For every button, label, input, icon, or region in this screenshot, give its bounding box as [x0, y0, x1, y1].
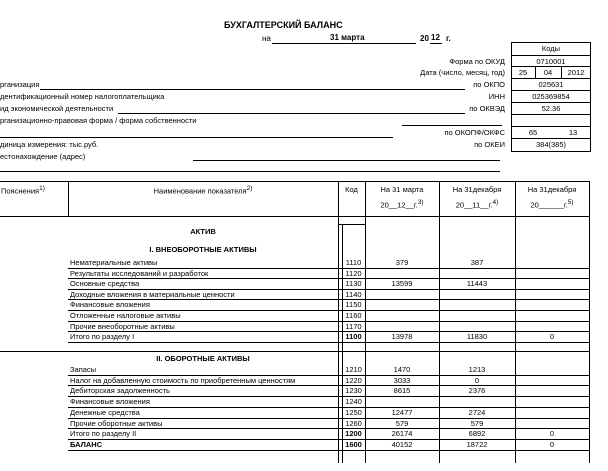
row-name: Финансовые вложения — [70, 397, 150, 407]
row-value-current: 26174 — [391, 429, 413, 439]
row-name: Основные средства — [70, 279, 140, 289]
row-name: Дебиторская задолженность — [70, 386, 170, 396]
row-code: 1150 — [345, 300, 362, 310]
row-value-current: 8615 — [393, 386, 411, 396]
row-value-current: 1470 — [393, 365, 411, 374]
row-code: 1200 — [345, 429, 362, 439]
row-name: Налог на добавленную стоимость по приобретенным ценностям — [70, 375, 296, 385]
row-name: Прочие оборотные активы — [70, 418, 163, 428]
header-col1-line1: На 31 марта — [380, 185, 424, 194]
row-name: Итого по разделу I — [70, 332, 135, 342]
okei-value: 384(385) — [535, 140, 567, 149]
row-name: Финансовые вложения — [70, 300, 150, 310]
okved-label: по ОКВЭД — [469, 104, 505, 113]
page-title: БУХГАЛТЕРСКИЙ БАЛАНС — [224, 20, 343, 30]
okei-label: по ОКЕИ — [474, 140, 505, 149]
date-day: 25 — [518, 68, 528, 77]
report-year: 12 — [431, 33, 440, 42]
row-code: 1210 — [345, 365, 362, 374]
row-code: 1100 — [345, 332, 362, 342]
inn-line-label: дентификационный номер налогоплательщика — [0, 92, 165, 101]
row-code: 1170 — [345, 321, 362, 331]
inn-label: ИНН — [488, 92, 505, 101]
header-name: Наименование показателя$^{2)}$ — [153, 185, 253, 196]
row-value-prev-prev-year: 0 — [549, 439, 555, 449]
header-col1-line2: 20__12__г.$^{3)}$ — [380, 199, 424, 210]
row-code: 1600 — [345, 439, 362, 449]
row-name: Отложенные налоговые активы — [70, 311, 181, 320]
section-aktiv: АКТИВ — [190, 227, 216, 236]
units-label: диница измерения: тыс.руб. — [0, 140, 99, 149]
inn-value: 025369854 — [532, 92, 570, 101]
section-current: II. ОБОРОТНЫЕ АКТИВЫ — [156, 354, 250, 363]
header-code: Код — [345, 185, 358, 194]
row-name: БАЛАНС — [70, 439, 103, 449]
row-code: 1140 — [345, 289, 362, 299]
row-code: 1110 — [345, 258, 362, 267]
row-name: Доходные вложения в материальные ценности — [70, 289, 235, 299]
row-code: 1250 — [345, 407, 362, 417]
row-value-prev-prev-year: 0 — [549, 332, 555, 342]
row-value-current: 579 — [395, 418, 409, 428]
row-value-prev-year: 18722 — [466, 439, 488, 449]
row-value-prev-year: 579 — [470, 418, 484, 428]
header-col2-line1: На 31декабря — [452, 185, 502, 194]
report-year-prefix: 20 — [420, 34, 429, 43]
codes-title: Коды — [541, 44, 561, 53]
row-name: Денежные средства — [70, 407, 140, 417]
row-value-prev-year: 11443 — [466, 279, 488, 289]
date-label: Дата (число, месяц, год) — [420, 68, 505, 77]
row-value-prev-year: 0 — [474, 375, 480, 385]
row-name: Нематериальные активы — [70, 258, 158, 267]
header-col2-line2: 20__11__г.$^{4)}$ — [455, 199, 499, 210]
row-value-prev-year: 2724 — [468, 407, 486, 417]
okopf-value: 65 — [528, 128, 538, 137]
header-col3-line1: На 31декабря — [527, 185, 577, 194]
okud-label: Форма по ОКУД — [449, 57, 505, 66]
row-value-prev-year: 1213 — [468, 365, 486, 374]
okved-value: 52.36 — [541, 104, 561, 113]
activity-label: ид экономической деятельности — [0, 104, 114, 113]
okud-value: 0710001 — [536, 57, 566, 66]
row-code: 1240 — [345, 397, 362, 407]
header-col3-line2: 20______г.$^{5)}$ — [530, 199, 574, 210]
address-label: естонахождение (адрес) — [0, 152, 86, 161]
report-date: 31 марта — [330, 33, 365, 42]
date-year: 2012 — [567, 68, 585, 77]
row-code: 1160 — [345, 311, 362, 320]
row-value-current: 3033 — [393, 375, 411, 385]
row-code: 1230 — [345, 386, 362, 396]
row-name: Прочие внеоборотные активы — [70, 321, 175, 331]
row-value-current: 13978 — [391, 332, 413, 342]
okopf-label: по ОКОПФ/ОКФС — [444, 128, 505, 137]
okfs-value: 13 — [568, 128, 578, 137]
row-value-prev-year: 387 — [470, 258, 484, 267]
row-value-prev-year: 2376 — [468, 386, 486, 396]
row-code: 1220 — [345, 375, 362, 385]
row-value-prev-prev-year: 0 — [549, 429, 555, 439]
header-notes: Пояснения$^{1)}$ — [1, 185, 45, 196]
row-code: 1120 — [345, 268, 362, 278]
organization-label: рганизация — [0, 80, 40, 89]
row-value-current: 13599 — [391, 279, 413, 289]
section-noncurrent: I. ВНЕОБОРОТНЫЕ АКТИВЫ — [149, 245, 257, 254]
date-month: 04 — [543, 68, 553, 77]
row-name: Запасы — [70, 365, 97, 374]
row-name: Итого по разделу II — [70, 429, 137, 439]
report-year-suffix: г. — [446, 34, 451, 43]
row-code: 1130 — [345, 279, 362, 289]
row-value-current: 12477 — [391, 407, 413, 417]
row-name: Результаты исследований и разработок — [70, 268, 209, 278]
date-on-label: на — [262, 34, 271, 43]
row-value-current: 379 — [395, 258, 409, 267]
row-value-current: 40152 — [391, 439, 413, 449]
okpo-label: по ОКПО — [473, 80, 505, 89]
legal-form-label: рганизационно-правовая форма / форма собственности — [0, 116, 197, 125]
okpo-value: 025631 — [538, 80, 564, 89]
row-value-prev-year: 6892 — [468, 429, 486, 439]
row-value-prev-year: 11830 — [466, 332, 488, 342]
row-code: 1260 — [345, 418, 362, 428]
